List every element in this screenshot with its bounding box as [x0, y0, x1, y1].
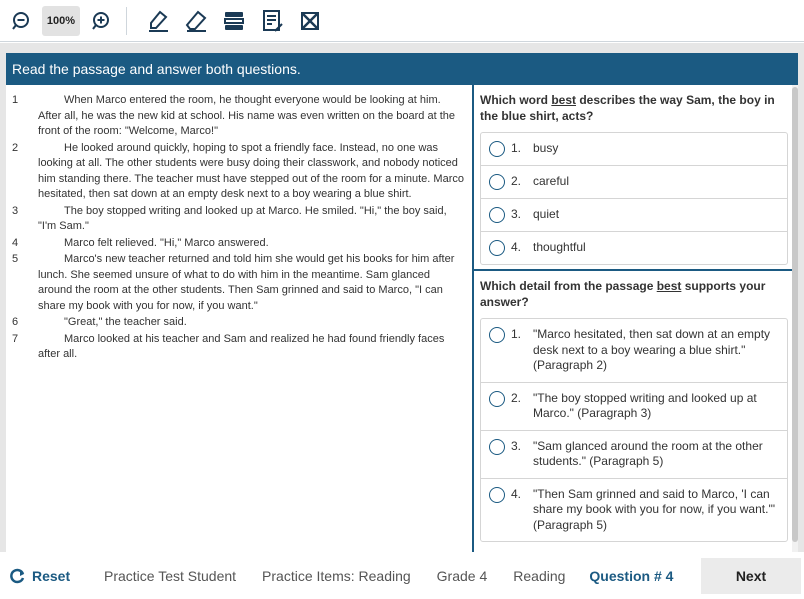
question-1	[474, 85, 798, 265]
passage-paragraph	[12, 236, 466, 252]
radio-button[interactable]	[489, 391, 505, 407]
paragraph-number: 2	[12, 141, 19, 154]
eraser-button[interactable]	[179, 4, 213, 38]
stem-text: Which detail from the passage	[480, 279, 657, 293]
choice-text: quiet	[533, 207, 560, 221]
passage-paragraph	[12, 332, 466, 363]
paragraph-number: 4	[12, 236, 19, 249]
passage-paragraph	[12, 93, 466, 140]
choice-text: "The boy stopped writing and looked up at Marco." (Paragraph 3)	[533, 390, 757, 420]
choice-text: busy	[533, 141, 559, 155]
choice-text: thoughtful	[533, 240, 586, 254]
paragraph-text: He looked around quickly, hoping to spot a friendly face. Instead, no one was looking at all. The other students were busy doing their classwork, and nobody noticed him standing there. The teacher must have stepped out of the room for a minute. Marco hesitated, then sat down at an empty desk next to a boy wearing a blue shirt.	[38, 141, 464, 200]
passage-paragraph	[12, 315, 466, 331]
radio-button[interactable]	[489, 240, 505, 256]
radio-button[interactable]	[489, 141, 505, 157]
question-number: Question # 4	[589, 567, 674, 584]
stem-emphasis: best	[551, 93, 577, 107]
grade-label: Grade 4	[436, 567, 488, 584]
test-name: Practice Items: Reading	[262, 567, 411, 584]
toolbar	[0, 0, 804, 42]
reset-icon	[10, 568, 26, 584]
paragraph-number: 6	[12, 316, 19, 328]
answer-choice[interactable]	[481, 383, 787, 431]
questions-panel[interactable]	[472, 85, 798, 552]
answer-choice[interactable]	[481, 199, 787, 232]
paragraph-number: 5	[12, 253, 19, 265]
radio-button[interactable]	[489, 207, 505, 223]
zoom-in-button[interactable]	[84, 4, 118, 38]
passage-paragraph	[12, 252, 466, 314]
answer-eliminator-button[interactable]	[293, 4, 327, 38]
choice-number: 3.	[511, 207, 522, 221]
answer-choice[interactable]	[481, 431, 787, 479]
notepad-button[interactable]	[255, 4, 289, 38]
paragraph-text: "Great," the teacher said.	[64, 316, 187, 328]
paragraph-number: 1	[12, 94, 19, 106]
paragraph-text: Marco looked at his teacher and Sam and realized he had found friendly faces after all.	[38, 332, 445, 360]
toolbar-divider	[126, 7, 127, 35]
student-name: Practice Test Student	[104, 567, 237, 584]
answer-choice[interactable]	[481, 232, 787, 264]
instructions-banner: Read the passage and answer both questions.	[6, 53, 798, 85]
next-button[interactable]: Next	[701, 558, 801, 594]
highlighter-button[interactable]	[141, 4, 175, 38]
eraser-icon	[184, 9, 208, 33]
reset-label: Reset	[32, 567, 71, 584]
paragraph-text: Marco's new teacher returned and told him she would get his books for him after lunch. She seemed unsure of what to do with him in the meantime. Sam glanced around the room at the other students. Then Sam grinned and said to Marco, "I can share my book with you for now, if you want."	[38, 253, 455, 312]
question-1-choices	[480, 132, 788, 265]
scrollbar-thumb[interactable]	[792, 87, 798, 542]
paragraph-text: The boy stopped writing and looked up at Marco. He smiled. "Hi," the boy said, "I'm Sam."	[38, 204, 447, 232]
choice-text: "Then Sam grinned and said to Marco, 'I can share my book with you for now, if you want.'" (Paragraph 5)	[533, 486, 775, 532]
radio-button[interactable]	[489, 487, 505, 503]
footer-bar	[0, 552, 804, 599]
notepad-icon	[260, 9, 284, 33]
stem-text: Which word	[480, 93, 552, 107]
line-reader-icon	[222, 9, 246, 33]
paragraph-number: 7	[12, 332, 19, 345]
choice-number: 3.	[511, 438, 522, 453]
radio-button[interactable]	[489, 327, 505, 343]
passage-paragraph	[12, 204, 466, 235]
stem-text: describes the way Sam, the boy in the blue shirt, acts?	[480, 93, 775, 123]
choice-text: careful	[533, 174, 570, 188]
zoom-level[interactable]: 100%	[42, 6, 80, 36]
subject-label: Reading	[513, 567, 566, 584]
answer-choice[interactable]	[481, 319, 787, 383]
choice-number: 1.	[511, 141, 522, 155]
zoom-out-button[interactable]	[4, 4, 38, 38]
question-1-stem	[480, 85, 788, 132]
passage-paragraph	[12, 141, 466, 203]
choice-text: "Sam glanced around the room at the other students." (Paragraph 5)	[533, 438, 763, 468]
highlighter-icon	[146, 9, 170, 33]
stem-text: supports your answer?	[480, 279, 766, 309]
paragraph-text: Marco felt relieved. "Hi," Marco answered.	[64, 236, 269, 249]
content-frame	[0, 43, 804, 552]
question-2	[474, 271, 798, 542]
eliminator-icon	[299, 10, 321, 32]
choice-number: 4.	[511, 240, 522, 254]
answer-choice[interactable]	[481, 166, 787, 199]
paragraph-text: When Marco entered the room, he thought everyone would be looking at him. After all, he was the new kid at school. His name was even written on the board at the front of the room: "Welcome, Marco!"	[38, 94, 456, 137]
zoom-out-icon	[11, 11, 31, 31]
question-2-choices	[480, 318, 788, 542]
paragraph-number: 3	[12, 204, 19, 217]
reset-button[interactable]	[10, 568, 90, 584]
reading-passage	[6, 85, 472, 552]
radio-button[interactable]	[489, 439, 505, 455]
answer-choice[interactable]	[481, 479, 787, 542]
choice-number: 2.	[511, 390, 522, 405]
choice-text: "Marco hesitated, then sat down at an empty desk next to a boy wearing a blue shirt." (Paragraph 2)	[533, 327, 771, 372]
stem-emphasis: best	[656, 279, 682, 293]
questions-scrollbar[interactable]	[792, 85, 798, 552]
question-2-stem	[480, 271, 788, 318]
zoom-in-icon	[91, 11, 111, 31]
choice-number: 2.	[511, 174, 522, 188]
choice-number: 1.	[511, 327, 522, 341]
line-reader-button[interactable]	[217, 4, 251, 38]
answer-choice[interactable]	[481, 133, 787, 166]
choice-number: 4.	[511, 486, 522, 501]
radio-button[interactable]	[489, 174, 505, 190]
